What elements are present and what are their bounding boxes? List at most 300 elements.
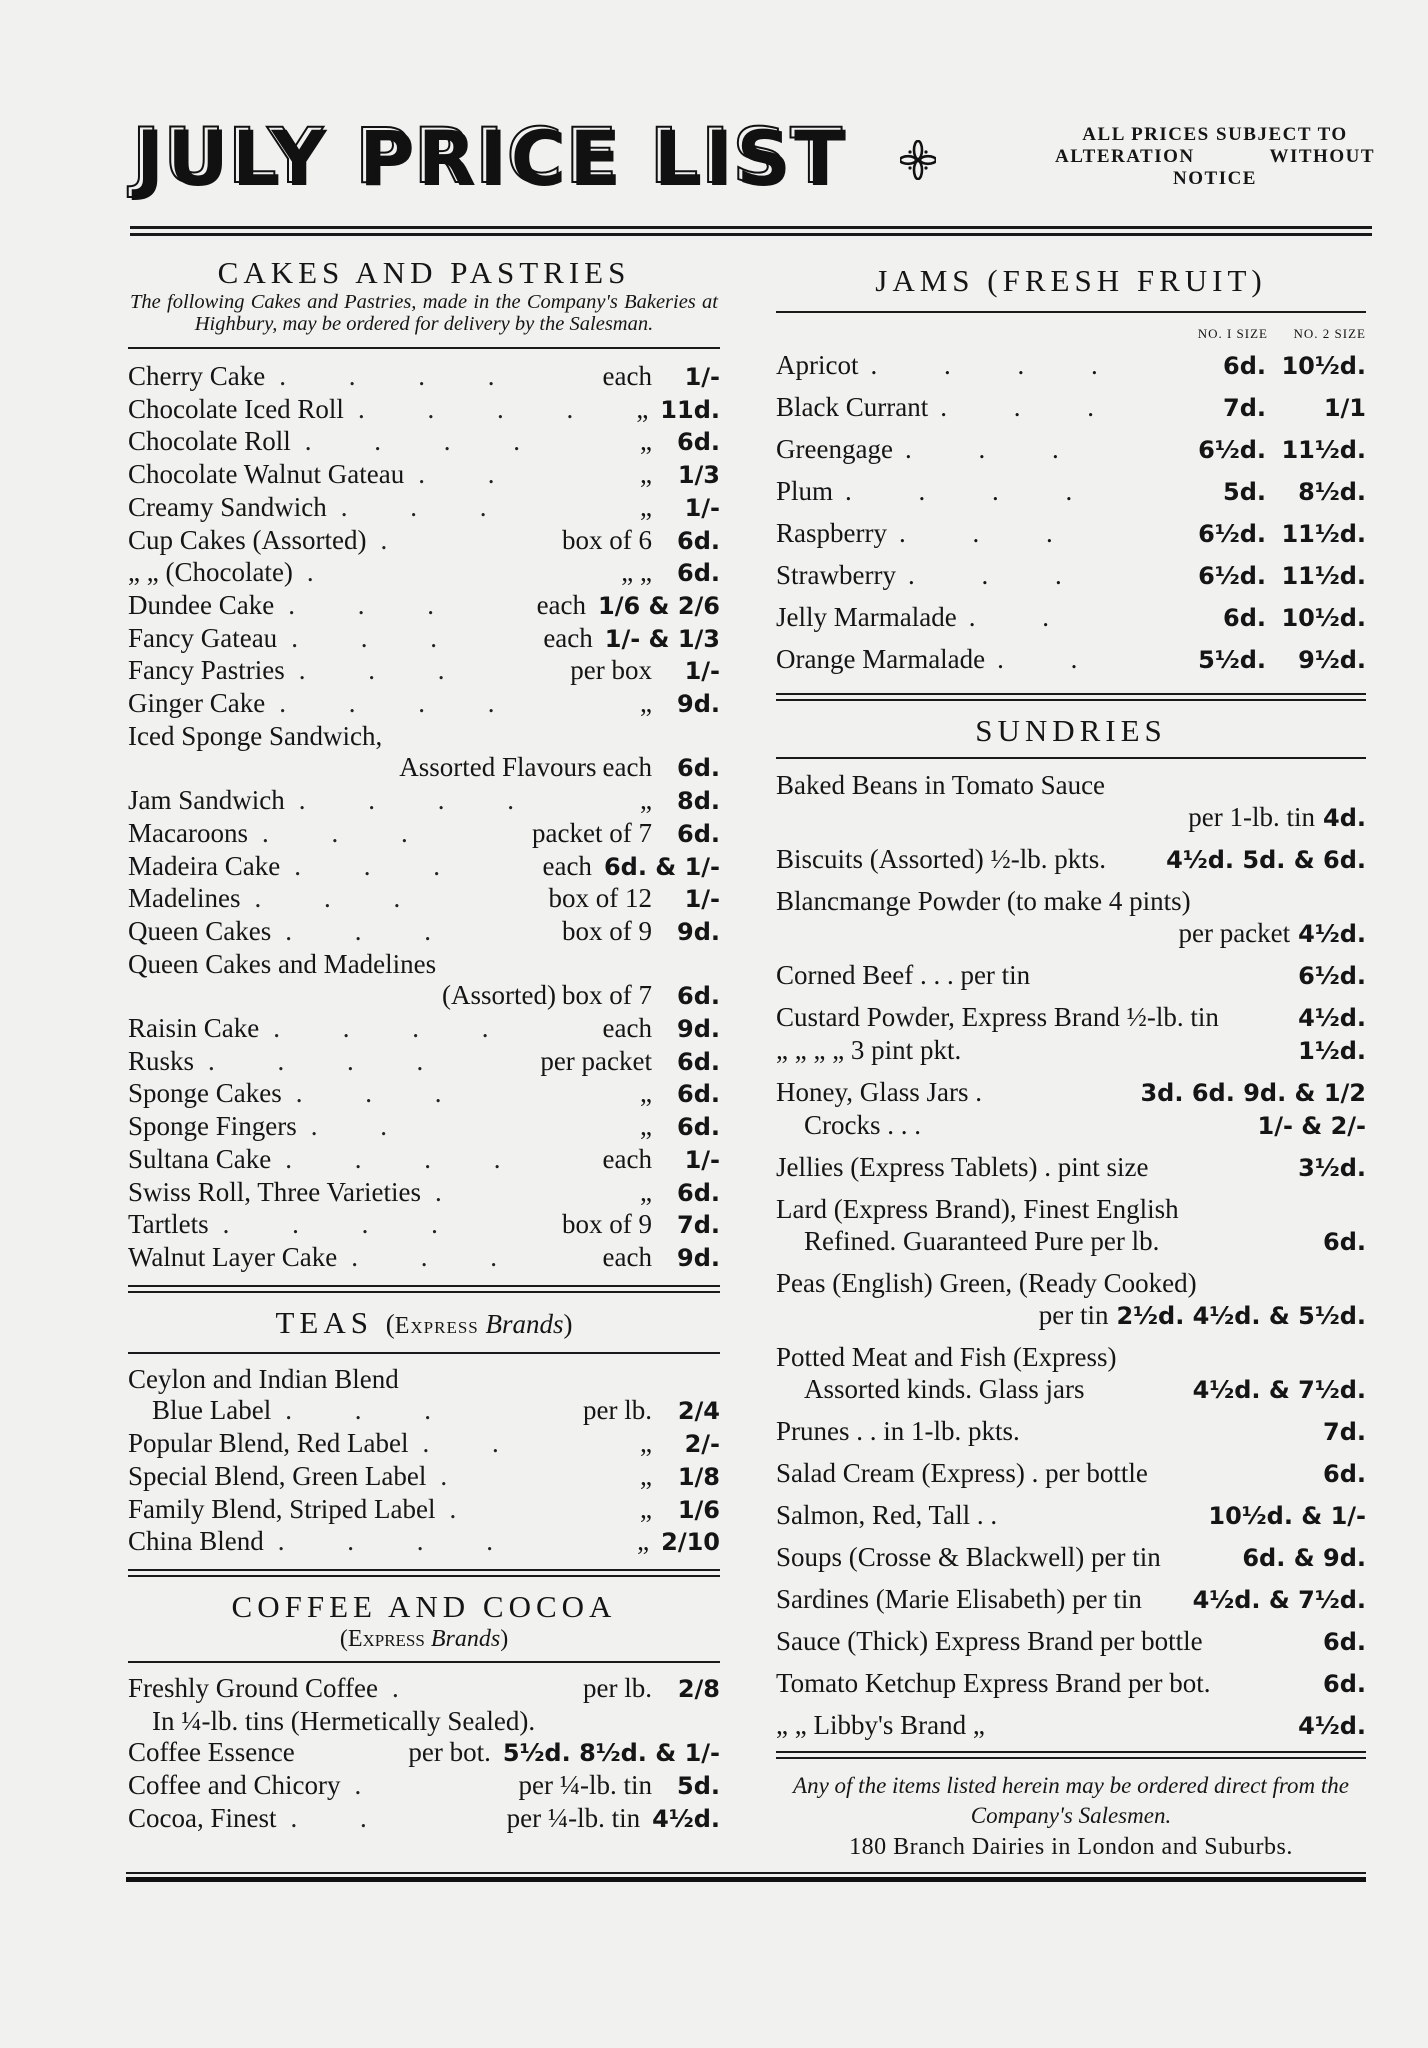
sundry-line [776, 801, 1366, 834]
leader-dots: . [354, 1770, 390, 1801]
coffee-list [128, 1673, 720, 1836]
sundry-line [776, 1225, 1366, 1258]
leader-dots: . . . [294, 850, 468, 881]
jam-row [776, 345, 1366, 387]
list-item [128, 655, 720, 688]
section-title: JAMS (FRESH FRUIT) [875, 263, 1267, 298]
list-item [128, 459, 720, 492]
sundry-price: 3½d. [1298, 1154, 1366, 1182]
list-item [128, 1395, 720, 1428]
price-size-2: 1/1 [1323, 394, 1366, 422]
leader-dots: . . [310, 1111, 415, 1142]
leader-dots: . . . . [273, 1013, 517, 1044]
item-name: Iced Sponge Sandwich, [128, 720, 383, 751]
sundry-line [776, 1625, 1366, 1658]
item-name: Raisin Cake [128, 1013, 260, 1044]
sundry-item [776, 1625, 1366, 1658]
item-name: Swiss Roll, Three Varieties [128, 1176, 421, 1207]
sundry-line [776, 769, 1366, 801]
sundry-text: Refined. Guaranteed Pure per lb. [804, 1226, 1160, 1256]
sundry-text: Jellies (Express Tablets) . pint size [776, 1152, 1149, 1182]
item-unit: packet of 7 [532, 817, 652, 848]
coffee-section [128, 1589, 720, 1836]
sundry-text: Blancmange Powder (to make 4 pints) [776, 886, 1191, 916]
list-item [128, 1428, 720, 1461]
sundry-line [776, 1667, 1366, 1700]
sundry-line [776, 1109, 1366, 1142]
item-name: In ¼-lb. tins (Hermetically Sealed). [152, 1705, 536, 1736]
list-item [128, 721, 720, 753]
sundry-text: „ „ „ „ 3 pint pkt. [776, 1035, 962, 1065]
jam-name: Raspberry [776, 518, 887, 548]
item-price: 11d. [660, 395, 720, 424]
item-unit: each [536, 589, 587, 620]
fleuron-icon [900, 140, 936, 180]
item-unit: per bot. [408, 1737, 491, 1768]
sundry-line [776, 1415, 1366, 1448]
sundry-text: Sauce (Thick) Express Brand per bottle [776, 1626, 1203, 1656]
leader-dots: . . . . [222, 1209, 466, 1240]
right-column [776, 255, 1366, 1863]
list-item [128, 818, 720, 851]
jam-row [776, 639, 1366, 681]
sundry-item [776, 1457, 1366, 1490]
item-unit: each [543, 622, 593, 653]
sundry-item [776, 1541, 1366, 1574]
item-price: 1/6 [677, 1495, 720, 1524]
leader-dots: . [306, 557, 342, 588]
item-unit: per box [570, 655, 652, 686]
leader-dots: . . [290, 1802, 395, 1833]
list-item [128, 1046, 720, 1079]
leader-dots: . . . . [357, 393, 602, 424]
sundry-text: „ „ Libby's Brand „ [776, 1710, 985, 1740]
sundry-item [776, 769, 1366, 834]
header-rule-top [130, 226, 1372, 229]
item-unit: „ [640, 491, 652, 522]
item-name: Fancy Pastries [128, 655, 285, 686]
item-unit: „ „ [621, 557, 652, 588]
item-name: Chocolate Iced Roll [128, 393, 344, 424]
list-item [128, 1526, 720, 1559]
sundry-text: Custard Powder, Express Brand ½-lb. tin [776, 1002, 1219, 1032]
sundry-price: 6d. [1323, 1460, 1366, 1488]
item-unit: „ [636, 393, 649, 424]
price-size-1: 6d. [1223, 352, 1266, 380]
sundry-price: 4½d. & 7½d. [1192, 1586, 1366, 1614]
sundry-text: Assorted kinds. Glass jars [804, 1374, 1085, 1404]
section-rule [128, 347, 720, 349]
price-size-1: 6d. [1223, 604, 1266, 632]
brand-express: Express [347, 1625, 425, 1652]
item-name: Dundee Cake [128, 589, 275, 620]
jam-name: Black Currant [776, 392, 929, 422]
leader-dots: . . . . [870, 350, 1128, 380]
list-item [128, 1111, 720, 1144]
list-item [128, 980, 720, 1013]
sundry-text: Prunes . . in 1-lb. pkts. [776, 1416, 1020, 1446]
list-item [128, 688, 720, 721]
list-item [128, 623, 720, 656]
item-price: 1/- [684, 1145, 720, 1174]
item-unit: each [602, 1013, 652, 1044]
size-2-header: NO. 2 SIZE [1293, 326, 1366, 341]
sundry-line [776, 1583, 1366, 1616]
sundry-item [776, 1193, 1366, 1258]
sundry-text: Honey, Glass Jars . [776, 1077, 982, 1107]
branch-count: 180 Branch Dairies in London and Suburbs. [849, 1834, 1293, 1860]
item-name: Cocoa, Finest [128, 1802, 277, 1833]
item-unit: each [602, 1143, 652, 1174]
footer-section [776, 1771, 1366, 1863]
leader-dots: . [449, 1493, 485, 1524]
sundry-line [776, 885, 1366, 917]
sundry-item [776, 1709, 1366, 1742]
section-subtitle: (Express Brands) [339, 1625, 509, 1652]
sundry-item [776, 1267, 1366, 1332]
leader-dots: . . . [261, 817, 436, 848]
item-price: 2/4 [677, 1397, 720, 1426]
sundry-text: Tomato Ketchup Express Brand per bot. [776, 1668, 1211, 1698]
sundry-text: Salmon, Red, Tall . . [776, 1500, 998, 1530]
list-item [128, 851, 720, 884]
sundry-item [776, 1341, 1366, 1406]
item-price: 9d. [677, 1015, 720, 1044]
section-intro: The following Cakes and Pastries, made in the Company's Bakeries at Highbury, may be ordered for delivery by the Salesman. [130, 291, 718, 335]
list-item [128, 1461, 720, 1494]
sundry-price: 1½d. [1298, 1037, 1366, 1065]
leader-dots: . . [418, 459, 523, 490]
leader-dots: . . [997, 644, 1108, 674]
section-rule [128, 1661, 720, 1663]
item-name: Freshly Ground Coffee [128, 1672, 378, 1703]
item-unit: „ [640, 1493, 652, 1524]
notice-line: ALTERATION WITHOUT [1055, 146, 1375, 167]
section-rule [128, 1352, 720, 1354]
sundry-item [776, 959, 1366, 992]
item-price: 1/6 & 2/6 [598, 591, 720, 620]
sundry-text: Lard (Express Brand), Finest English [776, 1194, 1179, 1224]
section-title: CAKES AND PASTRIES [217, 255, 631, 290]
item-unit: „ [637, 1526, 650, 1557]
item-unit: each [602, 752, 652, 783]
item-price: 7d. [677, 1211, 720, 1240]
price-size-1: 6½d. [1198, 562, 1266, 590]
list-item [128, 394, 720, 427]
sundry-line [776, 1076, 1366, 1109]
price-size-1: 6½d. [1198, 520, 1266, 548]
item-price: 4½d. [652, 1804, 720, 1833]
sundry-item [776, 1001, 1366, 1067]
leader-dots: . . . [351, 1241, 525, 1272]
item-price: 6d. [677, 819, 720, 848]
sundry-line [776, 843, 1366, 876]
item-unit: „ [640, 459, 652, 490]
item-price: 6d. [677, 428, 720, 457]
section-title: SUNDRIES [975, 713, 1167, 748]
price-size-1: 7d. [1223, 394, 1266, 422]
jam-row [776, 555, 1366, 597]
item-name: Cherry Cake [128, 361, 266, 391]
sundry-text: Biscuits (Assorted) ½-lb. pkts. [776, 844, 1106, 874]
item-price: 6d. & 1/- [603, 852, 720, 881]
list-item [128, 1177, 720, 1210]
leader-dots: . . . [940, 392, 1124, 422]
item-unit: „ [640, 1460, 652, 1491]
leader-dots: . . . [340, 491, 515, 522]
item-name: Chocolate Walnut Gateau [128, 459, 405, 490]
item-price: 9d. [677, 1243, 720, 1272]
item-price: 6d. [677, 982, 720, 1011]
leader-dots: . . . . [298, 785, 542, 816]
item-unit: per packet [540, 1045, 652, 1076]
jams-section [776, 263, 1366, 701]
sundry-price: 2½d. 4½d. & 5½d. [1116, 1302, 1366, 1330]
item-unit: per ¼-lb. tin [506, 1802, 641, 1833]
sundry-text: Soups (Crosse & Blackwell) per tin [776, 1542, 1161, 1572]
leader-dots: . . . [298, 655, 473, 686]
section-double-rule [776, 693, 1366, 701]
item-name: Cup Cakes (Assorted) [128, 524, 367, 555]
item-unit: box of 9 [562, 915, 652, 946]
item-unit: each [602, 361, 652, 391]
item-unit: box of 7 [562, 980, 652, 1011]
leader-dots: . [380, 524, 416, 555]
sundry-text: Salad Cream (Express) . per bottle [776, 1458, 1148, 1488]
section-double-rule [128, 1285, 720, 1293]
item-name: Special Blend, Green Label [128, 1460, 427, 1491]
item-name: China Blend [128, 1526, 264, 1557]
brand-brands: Brands [430, 1625, 501, 1652]
item-name: Fancy Gateau [128, 622, 278, 653]
sundry-line [776, 1193, 1366, 1225]
sundry-price: 6d. [1323, 1628, 1366, 1656]
sundry-price: 4½d. & 7½d. [1192, 1376, 1366, 1404]
item-name: Coffee Essence [128, 1737, 295, 1768]
item-unit: „ [640, 1428, 652, 1459]
item-price: 6d. [677, 559, 720, 588]
jam-name: Jelly Marmalade [776, 602, 957, 632]
sundry-price: 4½d. [1298, 1004, 1366, 1032]
jams-list [776, 345, 1366, 681]
section-title [128, 1305, 720, 1344]
item-price: 2/10 [661, 1528, 720, 1557]
left-column [128, 255, 720, 1835]
item-name: Jam Sandwich [128, 785, 285, 816]
leader-dots: . [440, 1460, 476, 1491]
price-size-2: 11½d. [1281, 520, 1366, 548]
leader-dots: . . . [295, 1078, 470, 1109]
item-unit: per lb. [583, 1672, 652, 1703]
section-title: COFFEE AND COCOA [231, 1588, 617, 1624]
item-unit: „ [640, 426, 652, 457]
sundry-text: Potted Meat and Fish (Express) [776, 1342, 1117, 1372]
leader-dots: . . . [285, 915, 459, 946]
sundry-line [776, 1034, 1366, 1067]
sundry-item [776, 1583, 1366, 1616]
jam-row [776, 597, 1366, 639]
list-item [128, 1803, 720, 1836]
item-price: 1/- [684, 493, 720, 522]
sundry-line [776, 1267, 1366, 1299]
item-price: 1/3 [677, 461, 720, 490]
list-item [128, 1494, 720, 1527]
list-item [128, 1013, 720, 1046]
header-rule-bottom [130, 233, 1372, 236]
list-item [128, 752, 720, 785]
sundry-item [776, 1151, 1366, 1184]
item-name: „ „ (Chocolate) [128, 557, 293, 588]
jam-name: Plum [776, 476, 834, 506]
item-name: Sponge Cakes [128, 1078, 282, 1109]
price-notice [1055, 124, 1375, 190]
item-name: Family Blend, Striped Label [128, 1493, 436, 1524]
sundry-price: 7d. [1323, 1418, 1366, 1446]
item-price: 9d. [677, 690, 720, 719]
item-unit: per lb. [583, 1395, 652, 1426]
item-price: 8d. [677, 787, 720, 816]
notice-line: ALL PRICES SUBJECT TO [1082, 124, 1348, 145]
sundry-line [776, 1001, 1366, 1034]
page-title: JULY PRICE LIST [132, 111, 846, 200]
item-name: Blue Label [152, 1395, 272, 1426]
list-item [128, 590, 720, 623]
list-item [128, 916, 720, 949]
price-size-1: 5d. [1223, 478, 1266, 506]
item-price: 1/- [684, 657, 720, 686]
item-name: Coffee and Chicory [128, 1770, 341, 1801]
sundry-line [776, 1499, 1366, 1532]
sundry-price: 3d. 6d. 9d. & 1/2 [1140, 1079, 1366, 1107]
item-unit: box of 9 [562, 1209, 652, 1240]
sundry-text: per packet [1178, 918, 1291, 948]
sundry-price: 4½d. [1298, 920, 1366, 948]
item-name: Madeira Cake [128, 850, 281, 881]
sundry-text: Sardines (Marie Elisabeth) per tin [776, 1584, 1142, 1614]
list-item [128, 1737, 720, 1770]
sundry-price: 10½d. & 1/- [1208, 1502, 1366, 1530]
sundries-list [776, 769, 1366, 1742]
sundry-text: per 1-lb. tin [1188, 802, 1315, 832]
sundry-price: 4d. [1323, 804, 1366, 832]
list-item [128, 1209, 720, 1242]
brand-express: Express [394, 1312, 479, 1339]
sundry-item [776, 885, 1366, 950]
item-name: Chocolate Roll [128, 426, 291, 457]
cakes-section [128, 255, 720, 1293]
sundry-text: Crocks . . . [804, 1110, 921, 1140]
price-size-1: 5½d. [1198, 646, 1266, 674]
sundries-section [776, 713, 1366, 1759]
leader-dots: . . . [291, 622, 465, 653]
list-item [128, 1706, 720, 1738]
jam-row [776, 387, 1366, 429]
item-price: 6d. [677, 1113, 720, 1142]
teas-section [128, 1305, 720, 1577]
item-unit: box of 12 [548, 883, 652, 914]
cakes-list [128, 361, 720, 1275]
sundry-price: 4½d. [1298, 1712, 1366, 1740]
leader-dots: . . . . [845, 476, 1103, 506]
section-double-rule [776, 1751, 1366, 1759]
sundry-item [776, 1415, 1366, 1448]
list-item [128, 1770, 720, 1803]
size-1-header: NO. I SIZE [1197, 326, 1268, 341]
sundry-line [776, 1541, 1366, 1574]
item-price: 9d. [677, 917, 720, 946]
item-name: Queen Cakes and Madelines [128, 948, 437, 979]
leader-dots: . . . . [304, 426, 548, 457]
jam-name: Strawberry [776, 560, 896, 590]
price-size-2: 11½d. [1281, 562, 1366, 590]
item-unit: „ [640, 688, 652, 719]
sundry-text: Baked Beans in Tomato Sauce [776, 770, 1106, 800]
leader-dots: . . . . [279, 688, 523, 719]
item-price: 1/- & 1/3 [604, 624, 720, 653]
item-name: Macaroons [128, 817, 248, 848]
item-price: 2/- [684, 1430, 720, 1459]
section-rule [776, 757, 1366, 759]
price-size-2: 11½d. [1281, 436, 1366, 464]
teas-brand: (Express Brands) [385, 1308, 573, 1339]
jam-name: Orange Marmalade [776, 644, 986, 674]
leader-dots: . . . [907, 560, 1092, 590]
list-item [128, 1673, 720, 1706]
item-price: 6d. [677, 754, 720, 783]
sundry-price: 6½d. [1298, 962, 1366, 990]
item-name: Sultana Cake [128, 1143, 272, 1174]
teas-list [128, 1364, 720, 1559]
jam-row [776, 513, 1366, 555]
list-item [128, 1078, 720, 1111]
item-name: Sponge Fingers [128, 1111, 297, 1142]
item-price: 6d. [677, 1047, 720, 1076]
item-name: Ceylon and Indian Blend [128, 1363, 399, 1394]
sundry-text: Peas (English) Green, (Ready Cooked) [776, 1268, 1197, 1298]
sundry-line [776, 917, 1366, 950]
sundry-line [776, 1151, 1366, 1184]
sundry-line [776, 1341, 1366, 1373]
item-unit: „ [640, 785, 652, 816]
item-unit: per ¼-lb. tin [518, 1770, 652, 1801]
jam-name: Greengage [776, 434, 893, 464]
section-double-rule [128, 1569, 720, 1577]
item-unit: each [602, 1241, 652, 1272]
leader-dots: . [434, 1176, 470, 1207]
item-name: Ginger Cake [128, 688, 266, 719]
sundry-line [776, 1299, 1366, 1332]
leader-dots: . . . . [285, 1143, 529, 1174]
list-item [128, 1144, 720, 1177]
item-name: Walnut Layer Cake [128, 1241, 338, 1272]
item-unit: „ [640, 1111, 652, 1142]
footer-rule [126, 1872, 1366, 1882]
sundry-line [776, 1709, 1366, 1742]
sundry-price: 6d. [1323, 1670, 1366, 1698]
item-name: Madelines [128, 883, 241, 914]
item-price: 6d. [677, 1178, 720, 1207]
sundry-item [776, 1076, 1366, 1142]
list-item [128, 426, 720, 459]
list-item [128, 949, 720, 981]
item-name: Tartlets [128, 1209, 209, 1240]
sundry-item [776, 843, 1366, 876]
leader-dots: . [391, 1672, 427, 1703]
jam-name: Apricot [776, 350, 859, 380]
price-size-2: 8½d. [1298, 478, 1366, 506]
sundry-price: 4½d. 5d. & 6d. [1166, 846, 1366, 874]
item-name: Assorted Flavours [399, 752, 597, 783]
